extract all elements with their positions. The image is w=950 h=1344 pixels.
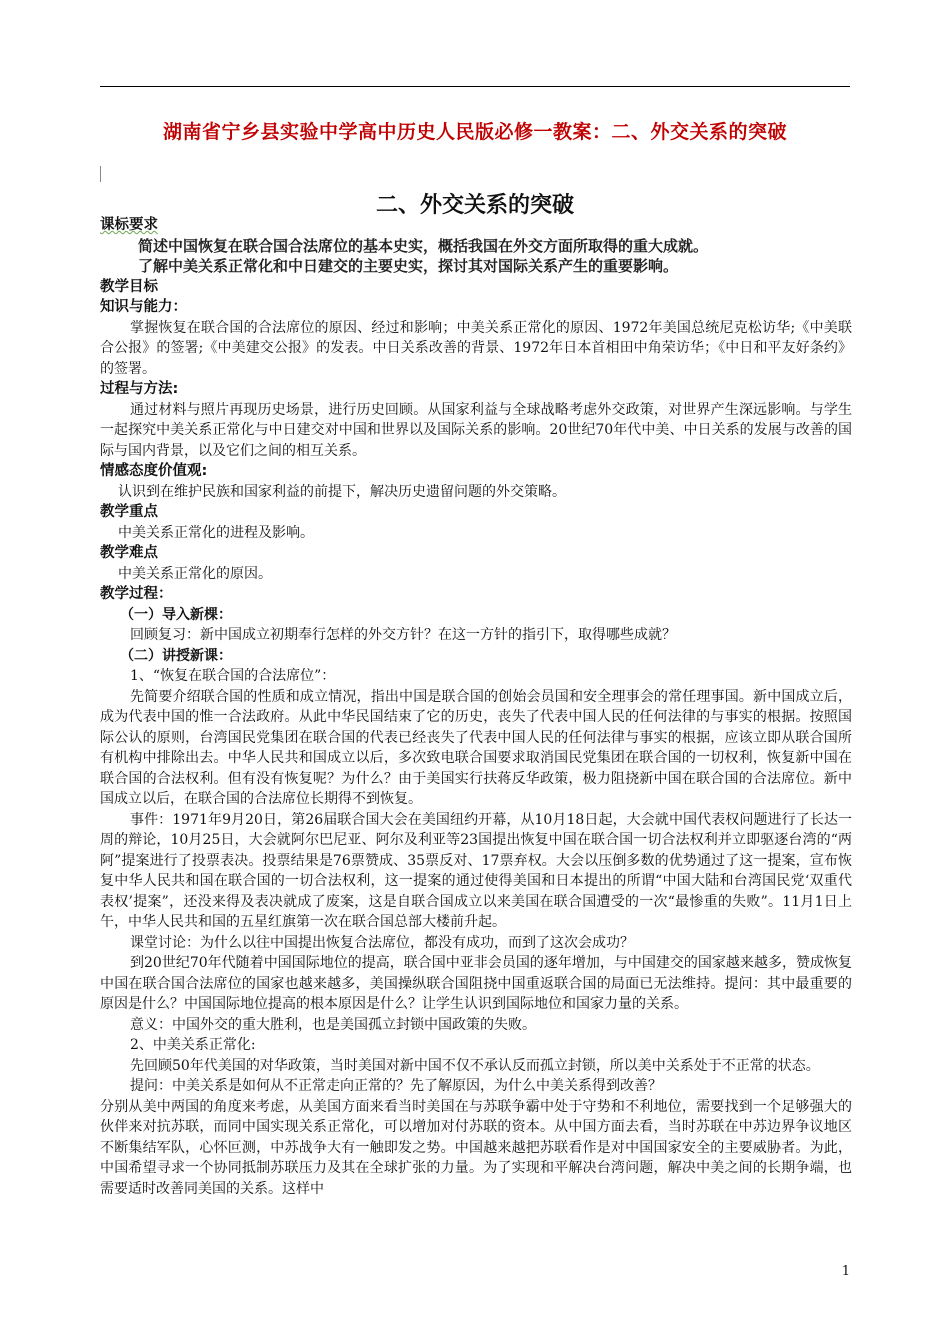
section-heading: 教学过程： xyxy=(100,586,173,602)
document-title: 湖南省宁乡县实验中学高中历史人民版必修一教案：二、外交关系的突破 xyxy=(162,121,787,143)
section-title: 二、外交关系的突破 xyxy=(375,193,574,218)
body-paragraph: 课堂讨论：为什么以往中国提出恢复合法席位，都没有成功，而到了这次会成功？ xyxy=(130,934,634,951)
body-paragraph: 先简要介绍联合国的性质和成立情况，指出中国是联合国的创始会员国和安全理事会的常任理事国。新中国成立后，成为代表中国的惟一合法政府。从此中华民国结束了它的历史，丧失了代表中国人民的任何法律的与事实的根据。按照国际公认的原则，台湾国民党集团在联合国的代表已经丧失了代表中国人民的任何法律与事实的根据，应该立即从联合国所有机构中排除出去。中华人民共和国成立以后，多次致电联合国要求取消国民党集团在联合国的一切权利，恢复新中国在联合国的合法权利。但有没有恢复呢？为什么？由于美国实行扶蒋反华政策，极力阻挠新中国在联合国的合法席位。新中国成立以后，在联合国的合法席位长期得不到恢复。 xyxy=(100,688,852,807)
section-heading: 教学难点 xyxy=(100,545,158,561)
section-heading: 过程与方法: xyxy=(100,381,179,397)
body-paragraph: 意义：中国外交的重大胜利，也是美国孤立封锁中国政策的失败。 xyxy=(130,1016,536,1033)
body-paragraph: 认识到在维护民族和国家利益的前提下，解决历史遗留问题的外交策略。 xyxy=(118,483,566,500)
body-paragraph: 中美关系正常化的原因。 xyxy=(118,565,272,582)
subsection-heading: （一）导入新棵： xyxy=(120,606,232,623)
section-heading: 情感态度价值观: xyxy=(100,463,208,479)
body-paragraph: 中美关系正常化的进程及影响。 xyxy=(118,524,314,541)
header-rule xyxy=(100,86,850,87)
curriculum-requirement: 简述中国恢复在联合国合法席位的基本史实，概括我国在外交方面所取得的重大成就。 xyxy=(138,236,709,255)
body-paragraph: 分别从美中两国的角度来考虑，从美国方面来看当时美国在与苏联争霸中处于守势和不利地位，需要找到一个足够强大的伙伴来对抗苏联，而同中国实现关系正常化，可以增加对付苏联的资本。从中国方面去看，当时苏联在中苏边界争议地区不断集结军队，心怀叵测，中苏战争大有一触即发之势。中国越来越把苏联看作是对中国国家安全的主要威胁者。为此，中国希望寻求一个协同抵制苏联压力及其在全球扩张的力量。为了实现和平解决台湾问题，解决中美之间的长期争端，也需要适时改善同美国的关系。这样中 xyxy=(100,1098,852,1197)
body-paragraph: 到20世纪70年代随着中国国际地位的提高，联合国中亚非会员国的逐年增加，与中国建交的国家越来越多，赞成恢复中国在联合国合法席位的国家也越来越多，美国操纵联合国阻挠中国重返联合国的局面已无法维持。提问：其中最重要的原因是什么？中国国际地位提高的根本原因是什么？让学生认识到国际地位和国家力量的关系。 xyxy=(100,955,852,1012)
document-body xyxy=(100,215,852,1199)
body-paragraph: 掌握恢复在联合国的合法席位的原因、经过和影响；中美关系正常化的原因、1972年美国总统尼克松访华;《中美联合公报》的签署;《中美建交公报》的发表。中日关系改善的背景、1972年日本首相田中角荣访华；《中日和平友好条约》的签署。 xyxy=(100,319,852,377)
body-paragraph: 先回顾50年代美国的对华政策，当时美国对新中国不仅不承认反而孤立封锁，所以美中关系处于不正常的状态。 xyxy=(130,1057,820,1074)
subsection-heading: （二）讲授新课： xyxy=(120,647,232,664)
body-paragraph: 回顾复习：新中国成立初期奉行怎样的外交方针？在这一方针的指引下，取得哪些成就？ xyxy=(130,627,676,643)
body-paragraph: 提问：中美关系是如何从不正常走向正常的？先了解原因，为什么中美关系得到改善？ xyxy=(130,1078,662,1094)
body-paragraph: 通过材料与照片再现历史场景，进行历史回顾。从国家利益与全球战略考虑外交政策，对世界产生深远影响。与学生一起探究中美关系正常化与中日建交对中国和世界以及国际关系的影响。20世纪70年代中美、中日关系的发展与改善的国际与国内背景，以及它们之间的相互关系。 xyxy=(100,401,852,459)
curriculum-requirement: 了解中美关系正常化和中日建交的主要史实，探讨其对国际关系产生的重要影响。 xyxy=(138,257,679,275)
section-heading: 教学目标 xyxy=(100,278,158,295)
section-heading: 课标要求 xyxy=(100,217,158,233)
body-paragraph: 1、“恢复在联合国的合法席位”： xyxy=(130,668,336,684)
page-number: 1 xyxy=(841,1264,850,1279)
text-cursor-mark xyxy=(100,166,102,182)
body-paragraph: 2、中美关系正常化: xyxy=(130,1037,256,1053)
section-heading: 教学重点 xyxy=(100,504,158,520)
section-heading: 知识与能力： xyxy=(100,299,187,315)
body-paragraph: 事件：1971年9月20日，第26届联合国大会在美国纽约开幕，从10月18日起，大会就中国代表权问题进行了长达一周的辩论，10月25日，大会就阿尔巴尼亚、阿尔及利亚等23国提出恢复中国在联合国一切合法权利并立即驱逐台湾的“两阿”提案进行了投票表决。投票结果是76票赞成、35票反对、17票弃权。大会以压倒多数的优势通过了这一提案，宣布恢复中华人民共和国在联合国的一切合法权利，这一提案的通过使得美国和日本提出的所谓“中国大陆和台湾国民党‘双重代表权’提案”，还没来得及表决就成了废案，这是自联合国成立以来美国在联合国遭受的一次“最惨重的失败”。11月1日上午，中华人民共和国的五星红旗第一次在联合国总部大楼前升起。 xyxy=(100,811,852,930)
